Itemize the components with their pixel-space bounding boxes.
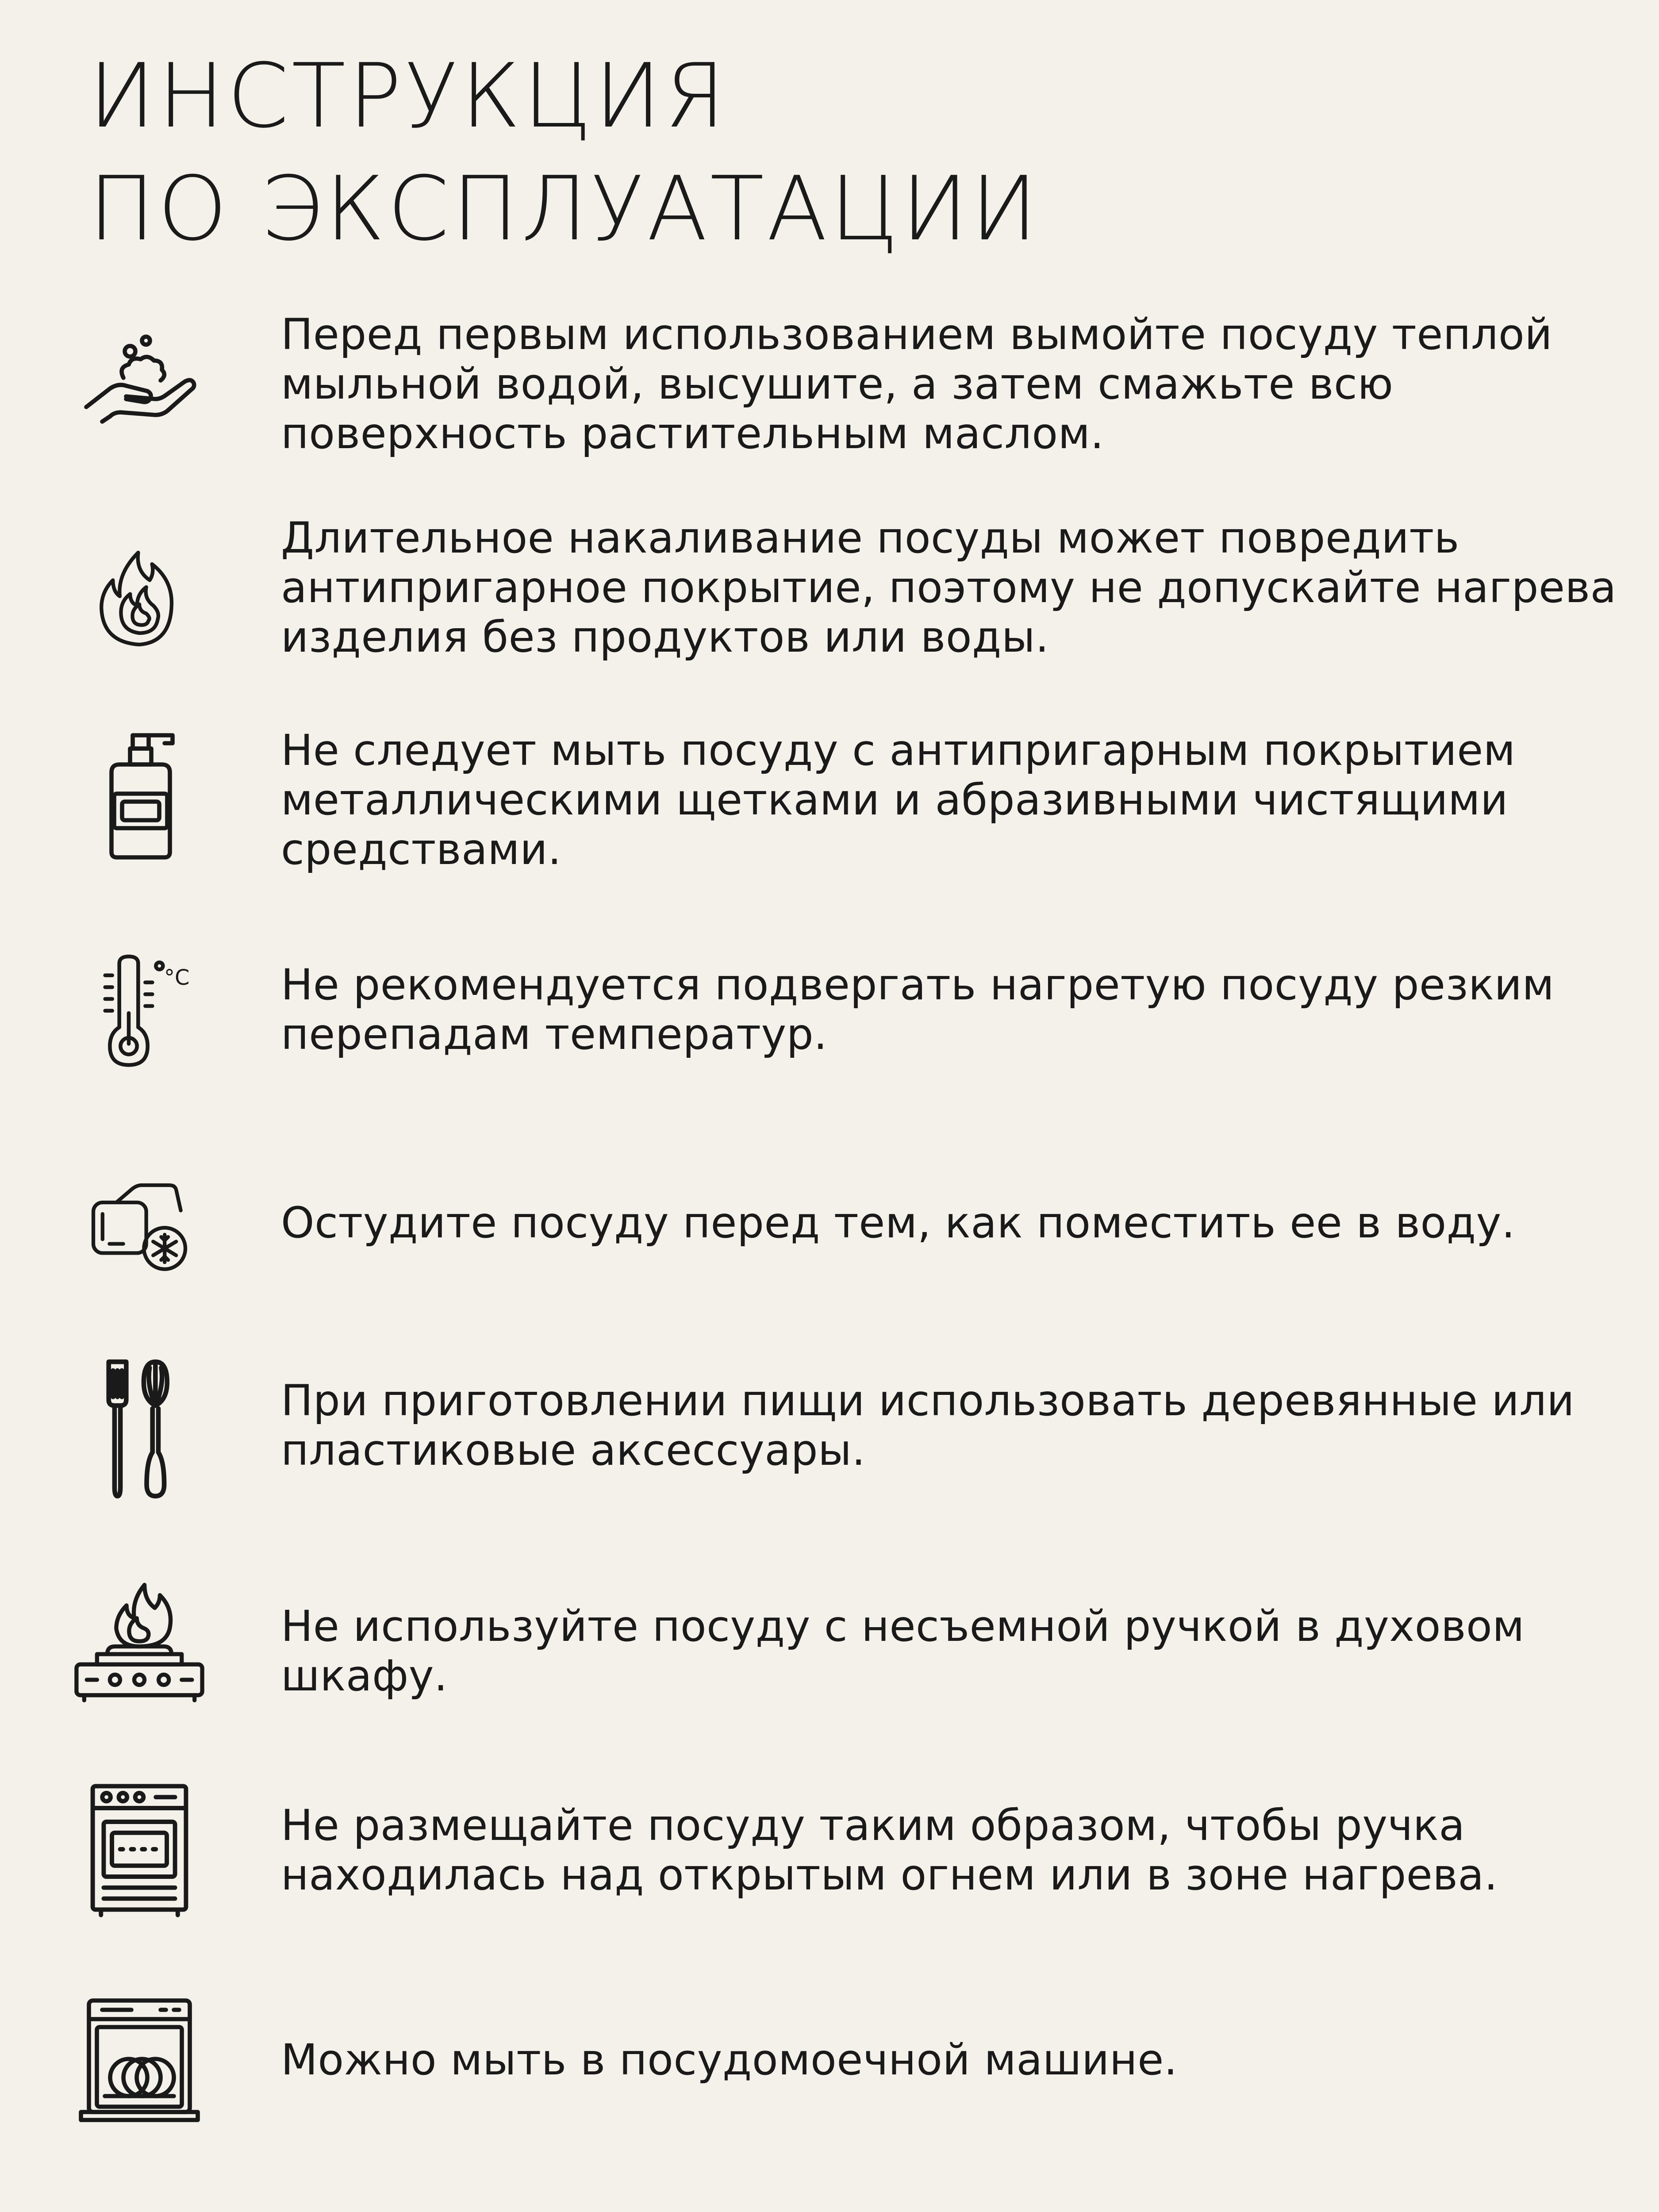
oven-icon [66, 1778, 212, 1920]
instruction-text: Не рекомендуется подвергать нагретую посуду резким перепадам температур. [281, 960, 1555, 1059]
instruction-item [0, 951, 1659, 1075]
page-title [88, 40, 1040, 265]
instruction-text: При приготовлении пищи использовать деревянные или пластиковые аксессуары. [281, 1376, 1575, 1475]
title-line-2: ПО ЭКСПЛУАТАЦИИ [88, 157, 1041, 261]
instruction-item [0, 1575, 1659, 1708]
washing-hands-icon [66, 314, 212, 447]
gas-stove-icon [66, 1575, 212, 1708]
thermometer-icon [66, 951, 212, 1075]
instruction-text: Остудите посуду перед тем, как поместить ее в воду. [281, 1198, 1515, 1248]
detergent-bottle-icon [66, 726, 212, 867]
instruction-text: Перед первым использованием вымойте посуду теплой мыльной водой, высушите, а затем смажьте всю поверхность растительным маслом. [281, 310, 1553, 458]
instruction-text: Длительное накаливание посуды может повредить антипригарное покрытие, поэтому не допускайте нагрева изделия без продуктов или воды. [281, 513, 1617, 662]
instruction-item [0, 726, 1659, 874]
title-line-1: ИНСТРУКЦИЯ [88, 45, 728, 148]
ice-cube-icon [66, 1159, 212, 1292]
kitchen-utensils-icon [66, 1354, 212, 1504]
instruction-item [0, 1991, 1659, 2132]
instruction-text: Не следует мыть посуду с антипригарным покрытием металлическими щетками и абразивными чистящими средствами. [281, 726, 1516, 874]
instruction-item [0, 1159, 1659, 1292]
fire-icon [66, 526, 212, 659]
instruction-text: Не используйте посуду с несъемной ручкой в духовом шкафу. [281, 1601, 1525, 1701]
instruction-item [0, 301, 1659, 460]
celsius-label: °C [164, 965, 190, 990]
instruction-text: Можно мыть в посудомоечной машине. [281, 2035, 1178, 2085]
dishwasher-icon [66, 1991, 212, 2132]
instruction-item [0, 1778, 1659, 1920]
instruction-item [0, 1354, 1659, 1504]
instruction-text: Не размещайте посуду таким образом, чтобы ручка находилась над открытым огнем или в зоне нагрева. [281, 1801, 1498, 1900]
instruction-item [0, 513, 1659, 672]
